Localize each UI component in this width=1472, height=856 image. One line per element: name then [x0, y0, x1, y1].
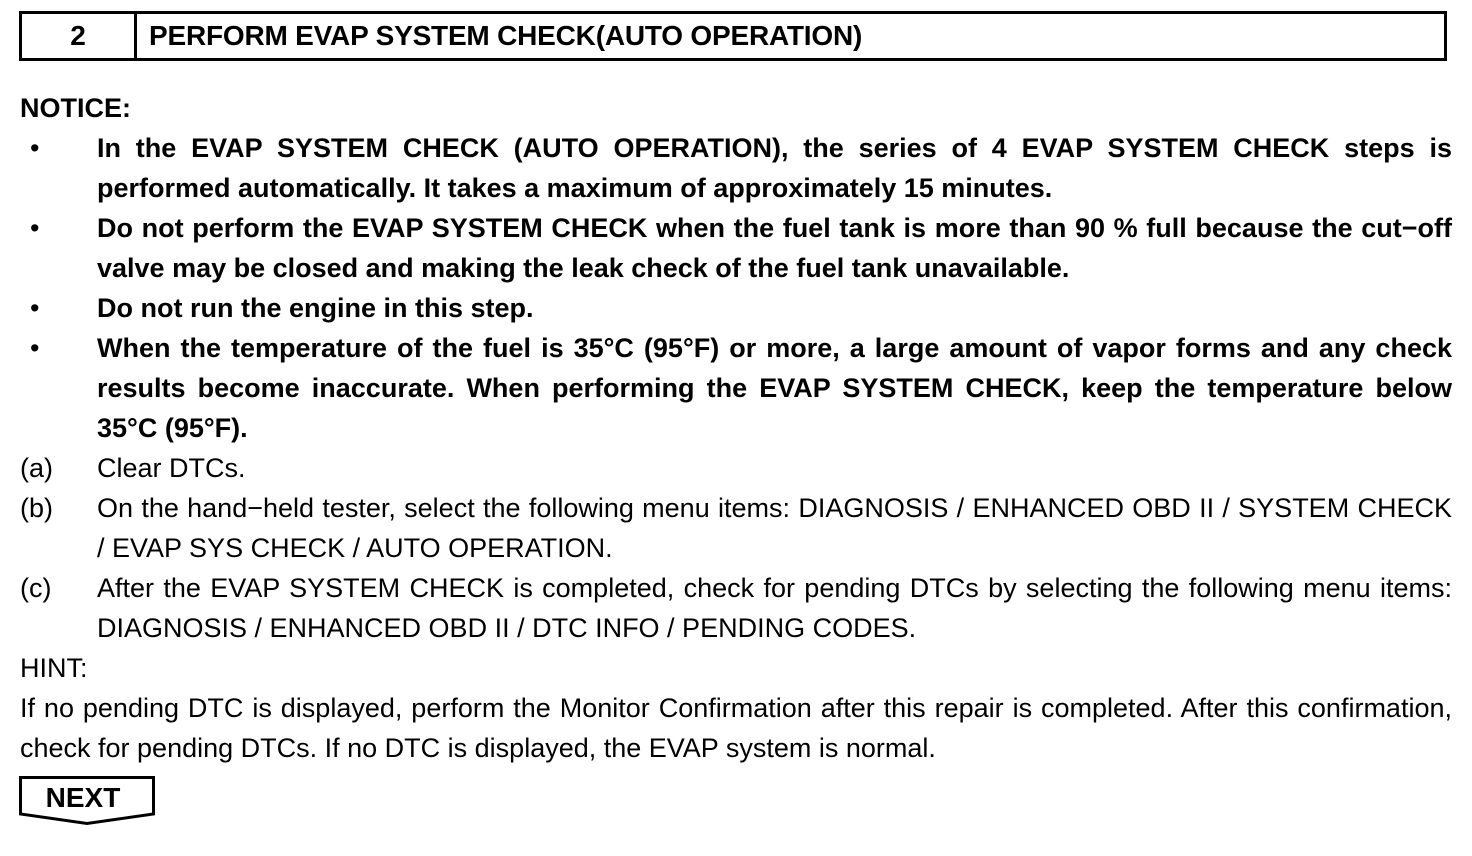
procedure-step [20, 488, 1452, 568]
notice-label: NOTICE: [20, 93, 131, 123]
step-text: Clear DTCs. [97, 453, 246, 483]
procedure-step [20, 448, 1452, 488]
notice-item-text: When the temperature of the fuel is 35°C (95°F) or more, a large amount of vapor forms and any check results become inaccurate. When performing the EVAP SYSTEM CHECK, keep the temperature below 35°C (95°F). [97, 333, 1452, 443]
hint-label: HINT: [20, 653, 88, 683]
bullet-icon: • [30, 213, 40, 243]
next-button[interactable] [19, 776, 155, 824]
bullet-icon: • [30, 333, 40, 363]
procedure-step [20, 568, 1452, 648]
step-label: (c) [20, 573, 52, 603]
step-text: On the hand−held tester, select the following menu items: DIAGNOSIS / ENHANCED OBD II / SYSTEM CHECK / EVAP SYS CHECK / AUTO OPERATION. [97, 493, 1452, 563]
step-title: PERFORM EVAP SYSTEM CHECK(AUTO OPERATION) [149, 20, 863, 51]
notice-item [20, 208, 1452, 288]
bullet-icon: • [30, 133, 40, 163]
notice-item [20, 128, 1452, 208]
step-number: 2 [22, 14, 137, 58]
bullet-icon: • [30, 293, 40, 323]
step-label: (a) [20, 453, 53, 483]
notice-item-text: Do not run the engine in this step. [97, 293, 534, 323]
hint-text: If no pending DTC is displayed, perform the Monitor Confirmation after this repair is completed. After this confirmation, check for pending DTCs. If no DTC is displayed, the EVAP system is normal. [20, 693, 1452, 763]
notice-item [20, 328, 1452, 448]
step-text: After the EVAP SYSTEM CHECK is completed, check for pending DTCs by selecting the following menu items: DIAGNOSIS / ENHANCED OBD II / DTC INFO / PENDING CODES. [97, 573, 1452, 643]
step-content [20, 88, 1452, 768]
notice-item-text: Do not perform the EVAP SYSTEM CHECK when the fuel tank is more than 90 % full because the cut−off valve may be closed and making the leak check of the fuel tank unavailable. [97, 213, 1452, 283]
step-label: (b) [20, 493, 53, 523]
step-header [19, 11, 1447, 61]
notice-item-text: In the EVAP SYSTEM CHECK (AUTO OPERATION), the series of 4 EVAP SYSTEM CHECK steps is performed automatically. It takes a maximum of approximately 15 minutes. [97, 133, 1452, 203]
next-button-label: NEXT [45, 782, 121, 813]
notice-item [20, 288, 1452, 328]
